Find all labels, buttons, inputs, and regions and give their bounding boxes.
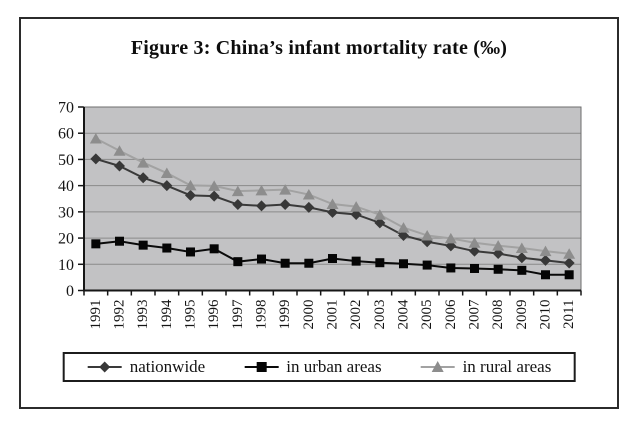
triangle-marker-icon: [420, 360, 456, 374]
square-marker-icon: [210, 244, 219, 253]
x-tick-label: 1997: [229, 299, 246, 330]
square-marker-icon: [541, 270, 550, 279]
square-marker-icon: [139, 241, 148, 250]
y-tick-label: 0: [66, 283, 74, 300]
legend-box: [63, 352, 576, 382]
square-marker-icon: [517, 266, 526, 275]
square-marker-icon: [423, 261, 432, 270]
x-tick-label: 2003: [371, 299, 388, 330]
x-tick-label: 2010: [537, 299, 554, 330]
square-marker-icon: [399, 259, 408, 268]
y-tick-label: 50: [58, 151, 74, 169]
square-marker-icon: [186, 247, 195, 256]
legend-item-urban: [243, 357, 381, 377]
square-marker-icon: [115, 237, 124, 246]
legend-item-rural: [420, 357, 552, 377]
plot-area: [21, 19, 617, 407]
y-tick-label: 20: [58, 230, 74, 248]
square-marker-icon: [375, 258, 384, 267]
x-tick-label: 2000: [300, 299, 317, 330]
x-tick-label: 1999: [277, 299, 294, 330]
chart-frame: [19, 17, 619, 409]
square-marker-icon: [470, 264, 479, 273]
square-marker-icon: [352, 257, 361, 266]
x-tick-label: 2002: [348, 299, 365, 330]
square-marker-icon: [281, 259, 290, 268]
x-tick-label: 2005: [419, 299, 436, 330]
x-tick-label: 2009: [513, 299, 530, 330]
x-tick-label: 2008: [490, 299, 507, 330]
legend-label-rural: in rural areas: [462, 357, 552, 376]
diamond-marker-icon: [87, 360, 123, 374]
legend-item-nationwide: [87, 357, 206, 377]
x-tick-label: 2006: [442, 299, 459, 330]
square-marker-icon: [162, 244, 171, 253]
square-marker-icon: [243, 360, 279, 374]
x-tick-label: 1992: [111, 299, 128, 330]
square-marker-icon: [233, 257, 242, 266]
square-marker-icon: [304, 259, 313, 268]
x-tick-label: 2001: [324, 299, 341, 330]
x-tick-label: 1996: [206, 299, 223, 330]
y-tick-label: 30: [58, 204, 74, 222]
y-tick-label: 40: [58, 178, 74, 196]
x-tick-label: 1991: [87, 299, 104, 330]
x-tick-label: 2011: [561, 299, 578, 329]
chart-title: Figure 3: China’s infant mortality rate (‰): [130, 37, 508, 59]
x-tick-label: 1995: [182, 299, 199, 330]
square-marker-icon: [446, 263, 455, 272]
square-marker-icon: [565, 270, 574, 279]
x-tick-label: 1993: [135, 299, 152, 330]
y-tick-label: 70: [58, 99, 74, 117]
x-tick-label: 2007: [466, 299, 483, 330]
x-tick-label: 1994: [158, 299, 175, 330]
legend-label-nationwide: nationwide: [129, 357, 206, 376]
square-marker-icon: [257, 255, 266, 264]
y-tick-label: 10: [58, 256, 74, 274]
x-tick-label: 2004: [395, 299, 412, 330]
square-marker-icon: [91, 239, 100, 248]
square-marker-icon: [328, 254, 337, 263]
x-tick-label: 1998: [253, 299, 270, 330]
y-tick-label: 60: [58, 125, 74, 143]
square-marker-icon: [494, 265, 503, 274]
legend-label-urban: in urban areas: [286, 357, 382, 376]
